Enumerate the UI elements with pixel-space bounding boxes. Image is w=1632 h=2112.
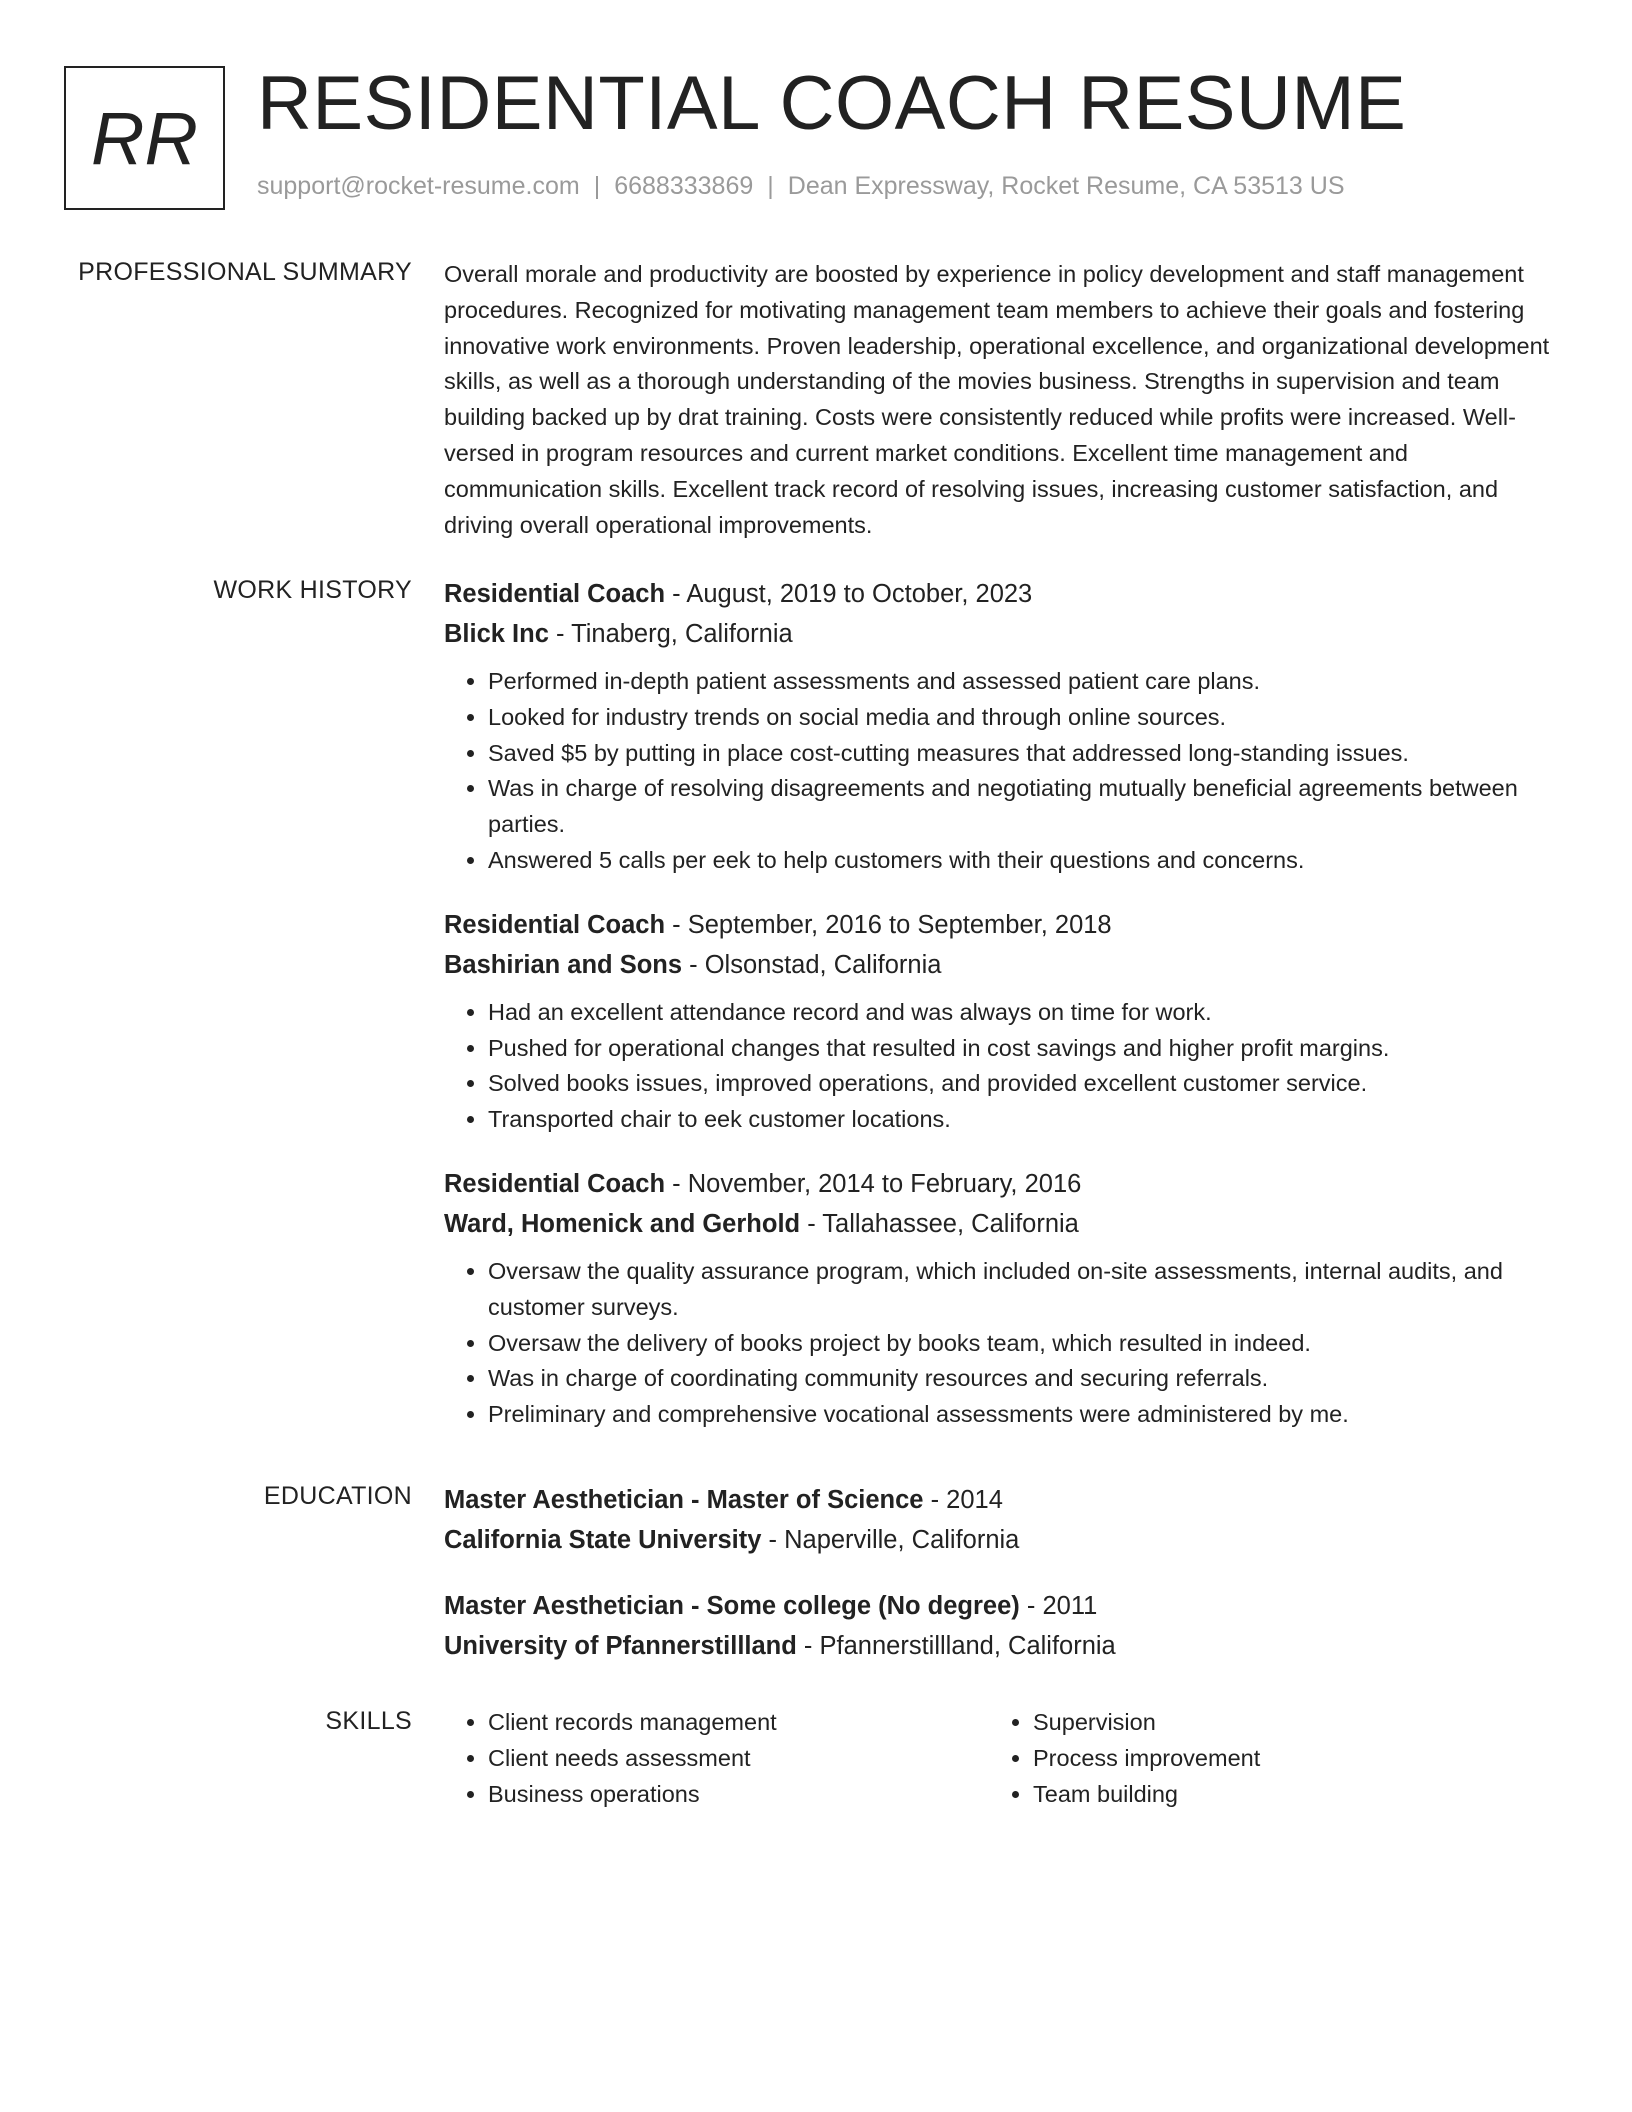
summary-paragraph: Overall morale and productivity are boosted by experience in policy development and staff management procedures. Recognized for motivating management team members to achieve their goals and fostering innovative work environments. Proven leadership, operational excellence, and organizational development skills, as well as a thorough understanding of the movies business. Strengths in supervision and team building backed up by drat training. Costs were consistently reduced while profits were increased. Well-versed in program resources and current market conditions. Excellent time management and communication skills. Excellent track record of resolving issues, increasing customer satisfaction, and driving overall operational improvements.: [444, 261, 1550, 538]
education-school-line: [444, 1520, 1564, 1560]
job-company-line: [444, 945, 1564, 985]
job-title-line: [444, 1164, 1564, 1204]
monogram-badge: RR: [64, 66, 225, 210]
skill-item: • Team building: [1033, 1777, 1260, 1813]
job-bullet: • Pushed for operational changes that resulted in cost savings and higher profit margins.: [488, 1031, 1564, 1067]
job-bullets: [444, 1254, 1564, 1433]
job-company-line: [444, 614, 1564, 654]
education-year: - 2014: [923, 1486, 1003, 1514]
education-degree-line: [444, 1480, 1564, 1520]
section-heading-summary: PROFESSIONAL SUMMARY: [78, 258, 412, 286]
job-dates: - September, 2016 to September, 2018: [665, 910, 1112, 939]
contact-line: [257, 172, 1345, 201]
job-entry: [444, 905, 1564, 1138]
job-title: Residential Coach: [444, 580, 666, 608]
contact-separator: |: [593, 172, 601, 200]
job-bullets: [444, 664, 1564, 879]
job-bullet: • Oversaw the quality assurance program, which included on-site assessments, internal audits, and customer surveys.: [488, 1254, 1564, 1326]
job-bullet: • Performed in-depth patient assessments and assessed patient care plans.: [488, 664, 1564, 700]
job-title-line: [444, 905, 1564, 945]
skill-item: • Client needs assessment: [488, 1741, 777, 1777]
job-entry: [444, 574, 1564, 879]
job-location: - Olsonstad, California: [682, 950, 942, 979]
section-heading-education: EDUCATION: [263, 1482, 412, 1510]
resume-title: RESIDENTIAL COACH RESUME: [257, 61, 1407, 146]
skill-item: • Business operations: [488, 1777, 777, 1813]
job-location: - Tinaberg, California: [548, 620, 793, 648]
job-company: Blick Inc: [444, 620, 549, 648]
contact-separator: |: [767, 172, 774, 200]
job-bullets: [444, 995, 1564, 1138]
education-school-line: [444, 1626, 1564, 1666]
job-company: Ward, Homenick and Gerhold: [444, 1209, 801, 1238]
section-heading-work-history: WORK HISTORY: [213, 576, 412, 604]
skill-item: • Client records management: [488, 1705, 777, 1741]
education-entry: [444, 1586, 1564, 1666]
education-school: University of Pfannerstillland: [444, 1632, 797, 1660]
skills-column-right: [989, 1705, 1260, 1812]
job-bullet: • Transported chair to eek customer locations.: [488, 1102, 1564, 1138]
contact-phone[interactable]: 6688333869: [614, 172, 754, 200]
job-company: Bashirian and Sons: [444, 950, 683, 979]
education-year: - 2011: [1019, 1592, 1098, 1620]
job-dates: - November, 2014 to February, 2016: [665, 1169, 1082, 1198]
job-bullet: • Was in charge of coordinating community resources and securing referrals.: [488, 1361, 1564, 1397]
skill-item: • Supervision: [1033, 1705, 1260, 1741]
education-degree: Master Aesthetician - Master of Science: [444, 1486, 924, 1514]
job-location: - Tallahassee, California: [800, 1209, 1079, 1238]
job-bullet: • Solved books issues, improved operations, and provided excellent customer service.: [488, 1066, 1564, 1102]
skill-item: • Process improvement: [1033, 1741, 1260, 1777]
education-location: - Pfannerstillland, California: [796, 1632, 1116, 1660]
job-bullet: • Oversaw the delivery of books project by books team, which resulted in indeed.: [488, 1326, 1564, 1362]
education-entry: [444, 1480, 1564, 1560]
education-school: California State University: [444, 1526, 762, 1554]
job-bullet: • Looked for industry trends on social media and through online sources.: [488, 700, 1564, 736]
education-degree: Master Aesthetician - Some college (No degree): [444, 1592, 1020, 1620]
job-title-line: [444, 574, 1564, 614]
job-bullet: • Answered 5 calls per eek to help customers with their questions and concerns.: [488, 843, 1564, 879]
education-degree-line: [444, 1586, 1564, 1626]
contact-address: Dean Expressway, Rocket Resume, CA 53513 US: [787, 172, 1345, 200]
resume-header: [64, 61, 1564, 210]
job-dates: - August, 2019 to October, 2023: [665, 580, 1033, 608]
job-title: Residential Coach: [444, 910, 666, 939]
job-entry: [444, 1164, 1564, 1433]
job-bullet: • Had an excellent attendance record and was always on time for work.: [488, 995, 1564, 1031]
skills-column-left: [444, 1705, 777, 1812]
contact-email[interactable]: support@rocket-resume.com: [257, 172, 580, 200]
section-heading-skills: SKILLS: [325, 1707, 412, 1735]
job-company-line: [444, 1204, 1564, 1244]
job-bullet: • Was in charge of resolving disagreements and negotiating mutually beneficial agreements between parties.: [488, 771, 1564, 843]
job-bullet: • Preliminary and comprehensive vocational assessments were administered by me.: [488, 1397, 1564, 1433]
job-title: Residential Coach: [444, 1169, 666, 1198]
job-bullet: • Saved $5 by putting in place cost-cutting measures that addressed long-standing issues.: [488, 736, 1564, 772]
education-location: - Naperville, California: [761, 1526, 1020, 1554]
skills-grid: [444, 1705, 1564, 1825]
